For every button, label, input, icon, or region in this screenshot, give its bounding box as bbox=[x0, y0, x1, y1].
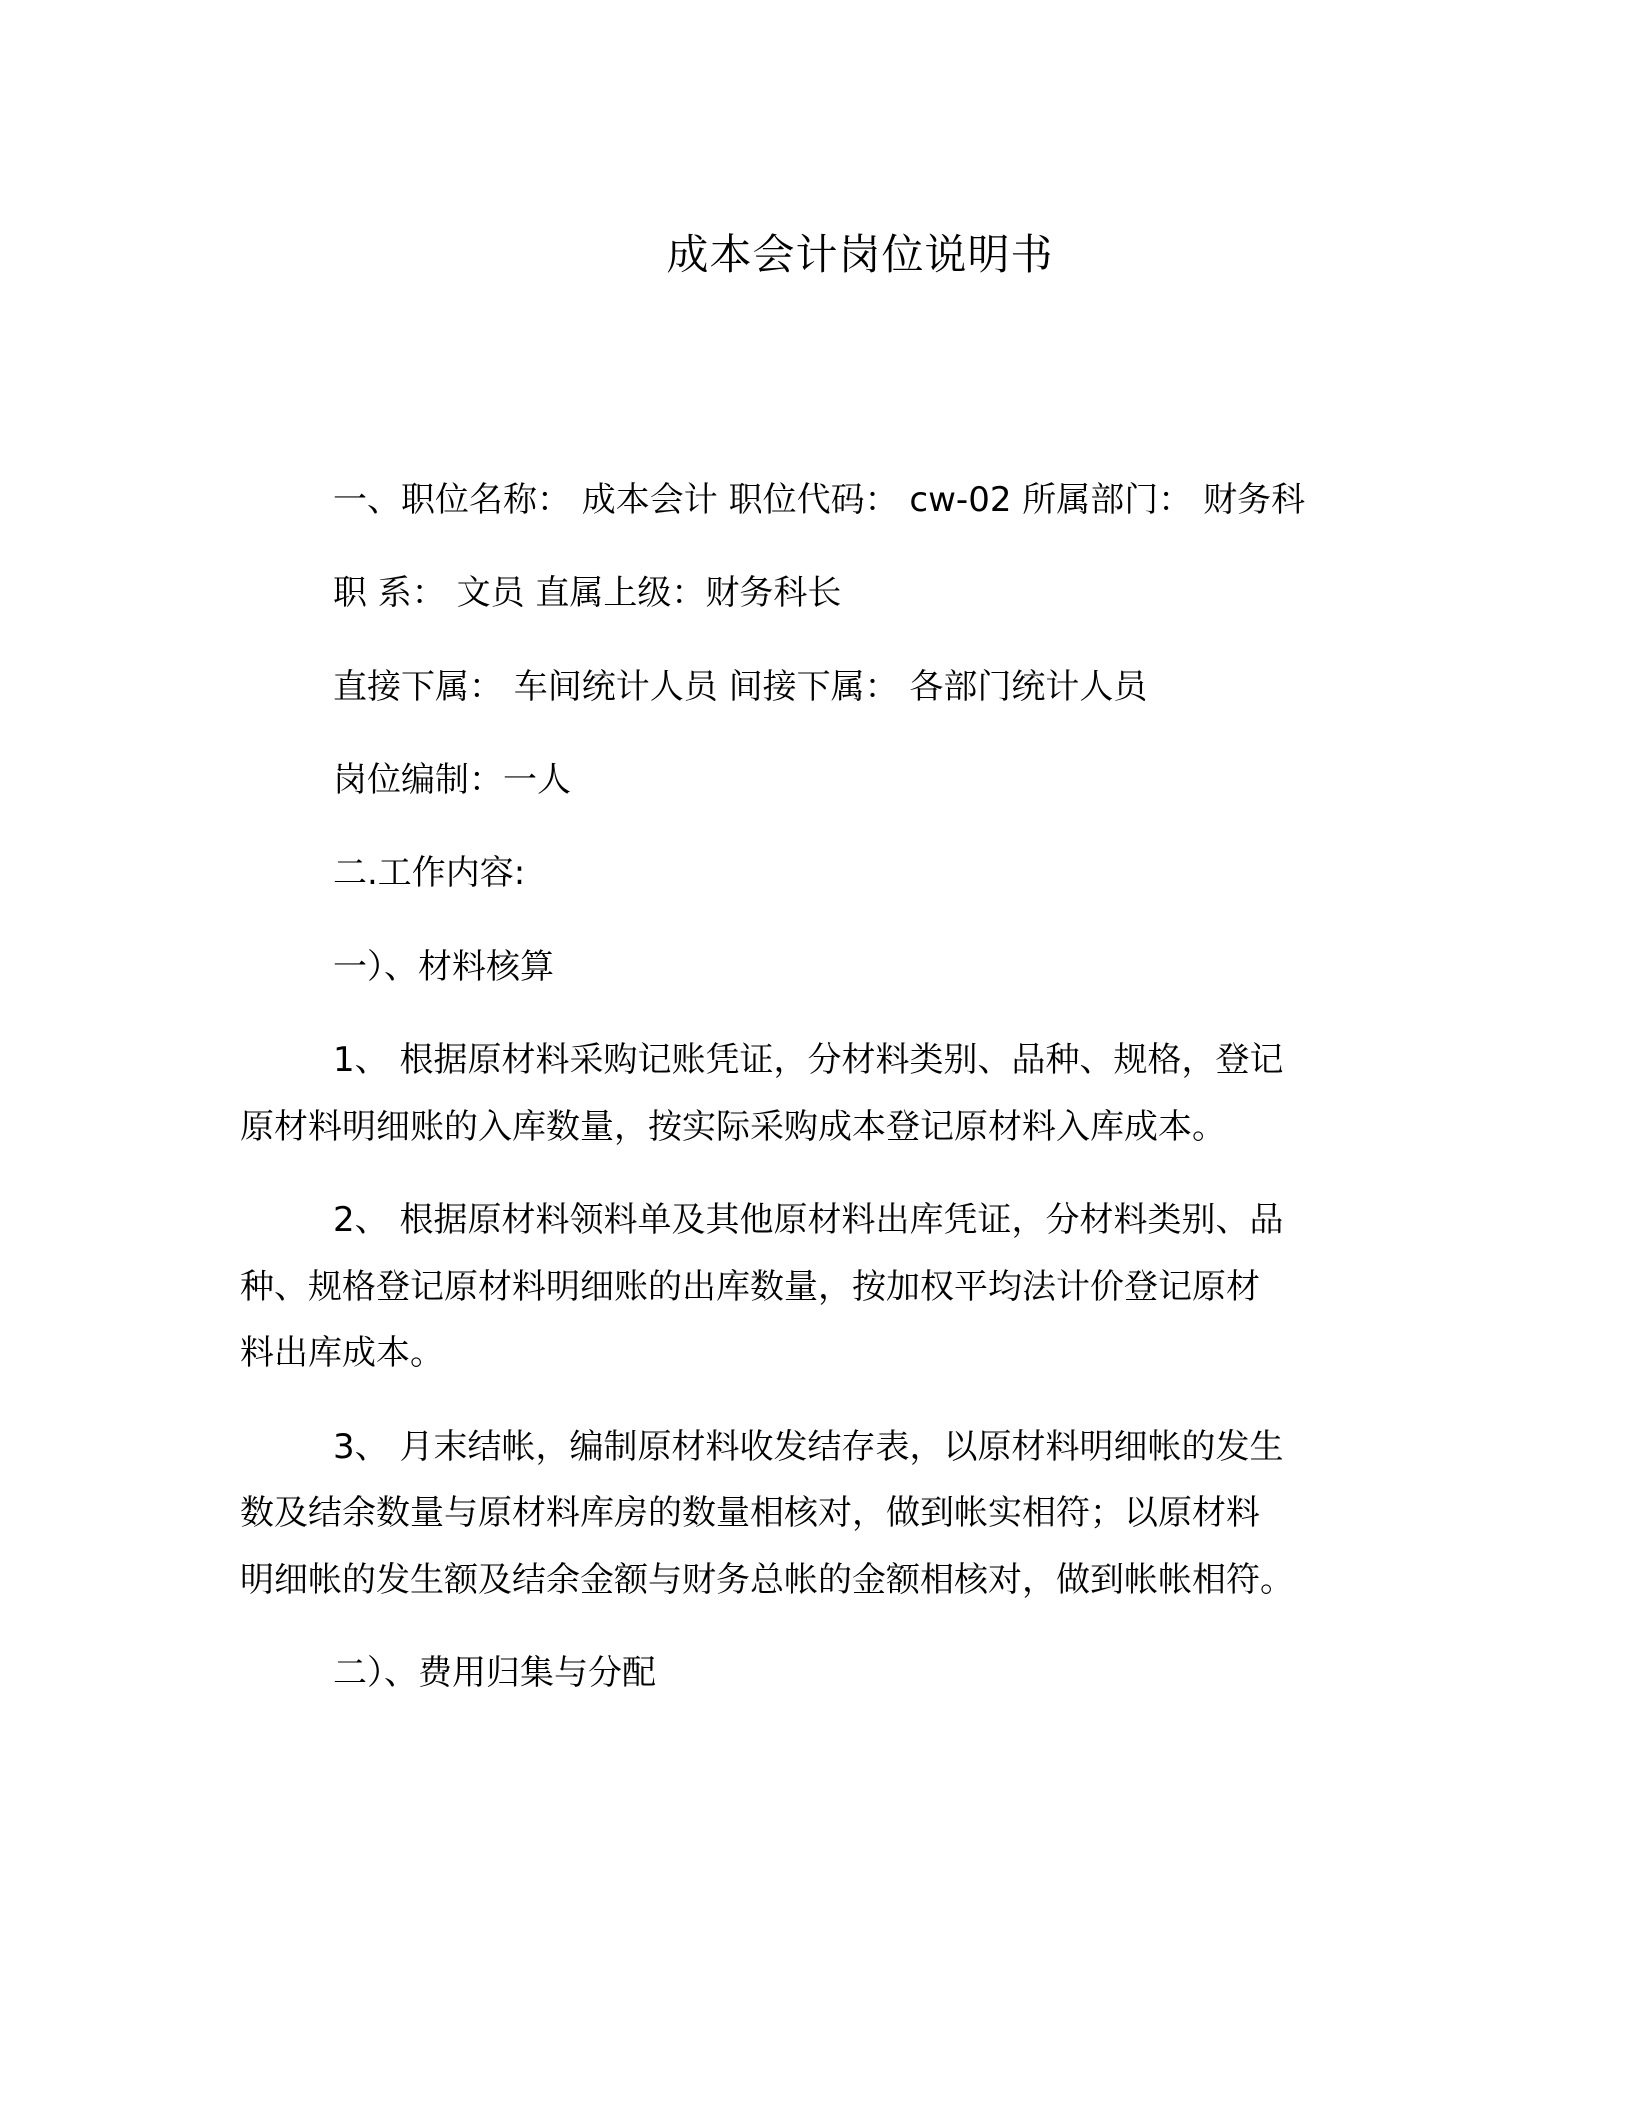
paragraph-line: 料出库成本。 bbox=[240, 1333, 444, 1373]
document-title: 成本会计岗位说明书 bbox=[666, 230, 1054, 279]
material-accounting-heading: 一）、材料核算 bbox=[333, 947, 554, 987]
position-info-line: 职 系： 文员 直属上级：财务科长 bbox=[333, 573, 842, 613]
paragraph-line: 3、 月末结帐，编制原材料收发结存表，以原材料明细帐的发生 bbox=[333, 1427, 1284, 1467]
cost-allocation-heading: 二）、费用归集与分配 bbox=[333, 1653, 656, 1693]
paragraph-line: 2、 根据原材料领料单及其他原材料出库凭证，分材料类别、品 bbox=[333, 1200, 1284, 1240]
paragraph-line: 明细帐的发生额及结余金额与财务总帐的金额相核对，做到帐帐相符。 bbox=[240, 1560, 1294, 1600]
paragraph-line: 1、 根据原材料采购记账凭证，分材料类别、品种、规格，登记 bbox=[333, 1040, 1284, 1080]
paragraph-line: 数及结余数量与原材料库房的数量相核对，做到帐实相符；以原材料 bbox=[240, 1493, 1260, 1533]
position-info-line: 直接下属： 车间统计人员 间接下属： 各部门统计人员 bbox=[333, 667, 1148, 707]
position-info-line: 岗位编制：一人 bbox=[333, 760, 571, 800]
work-content-heading: 二.工作内容: bbox=[333, 853, 526, 893]
position-info-line: 一、职位名称： 成本会计 职位代码： cw-02 所属部门： 财务科 bbox=[333, 480, 1306, 520]
paragraph-line: 原材料明细账的入库数量，按实际采购成本登记原材料入库成本。 bbox=[240, 1107, 1226, 1147]
paragraph-line: 种、规格登记原材料明细账的出库数量，按加权平均法计价登记原材 bbox=[240, 1267, 1260, 1307]
